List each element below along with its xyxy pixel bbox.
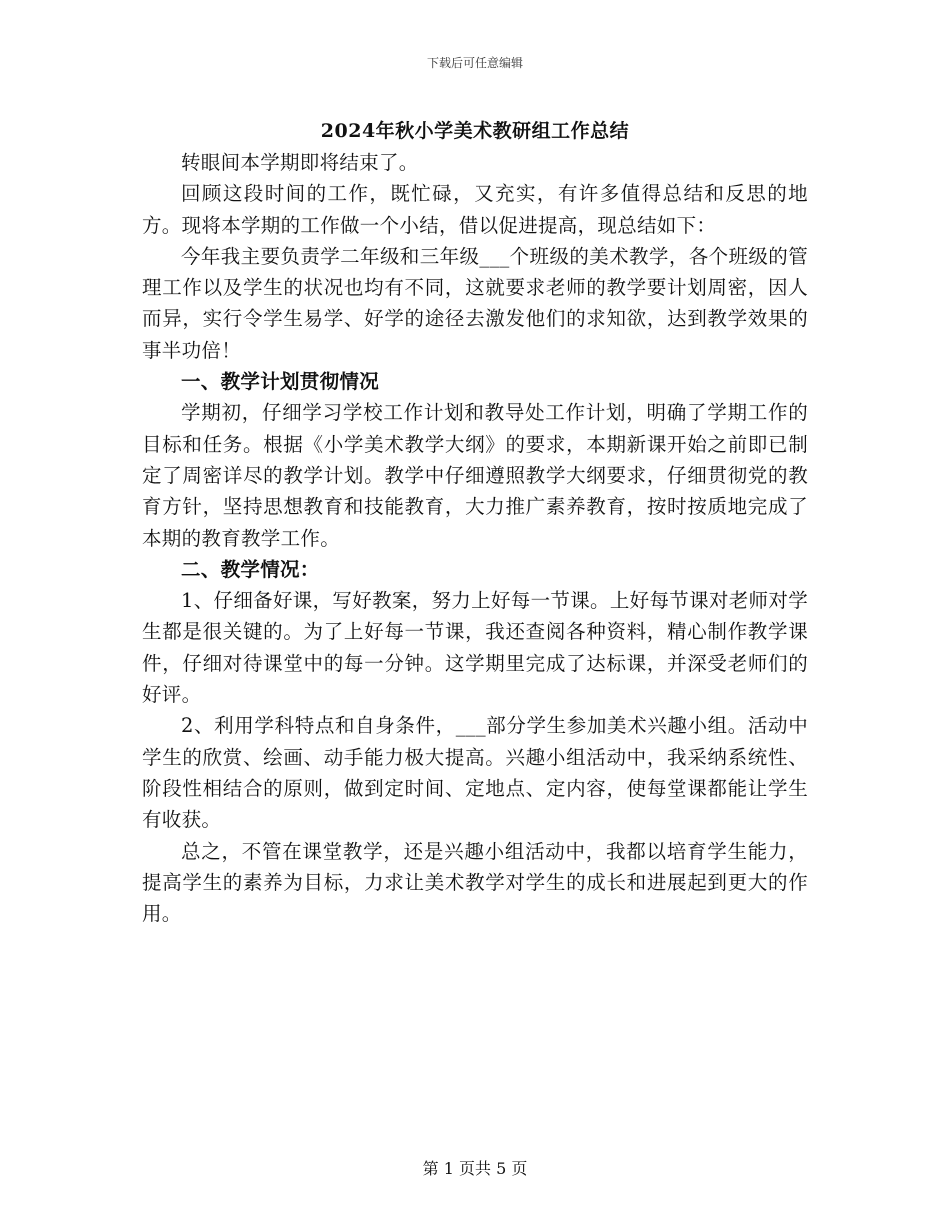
paragraph-conclusion: 总之，不管在课堂教学，还是兴趣小组活动中，我都以培育学生能力，提高学生的素养为目标，力求让美术教学对学生的成长和进展起到更大的作用。	[142, 839, 808, 926]
paragraph-review: 回顾这段时间的工作，既忙碌，又充实，有许多值得总结和反思的地方。现将本学期的工作做一个小结，借以促进提高，现总结如下：	[142, 182, 808, 237]
paragraph-interest-group: 2、利用学科特点和自身条件，___部分学生参加美术兴趣小组。活动中学生的欣赏、绘画、动手能力极大提高。兴趣小组活动中，我采纳系统性、阶段性相结合的原则，做到定时间、定地点、定内容，使每堂课都能让学生有收获。	[142, 714, 808, 832]
paragraph-plan: 学期初，仔细学习学校工作计划和教导处工作计划，明确了学期工作的目标和任务。根据《小学美术教学大纲》的要求，本期新课开始之前即已制定了周密详尽的教学计划。教学中仔细遵照教学大纲要求，仔细贯彻党的教育方针，坚持思想教育和技能教育，大力推广素养教育，按时按质地完成了本期的教育教学工作。	[142, 401, 808, 550]
paragraph-lesson-prep: 1、仔细备好课，写好教案，努力上好每一节课。上好每节课对老师对学生都是很关键的。为了上好每一节课，我还查阅各种资料，精心制作教学课件，仔细对待课堂中的每一分钟。这学期里完成了达标课，并深受老师们的好评。	[142, 589, 808, 707]
document-title: 2024年秋小学美术教研组工作总结	[320, 120, 630, 142]
paragraph-intro: 转眼间本学期即将结束了。	[181, 151, 419, 174]
paragraph-responsibility: 今年我主要负责学二年级和三年级___个班级的美术教学，各个班级的管理工作以及学生的状况也均有不同，这就要求老师的教学要计划周密，因人而异，实行令学生易学、好学的途径去激发他们的求知欲，达到教学效果的事半功倍！	[142, 244, 808, 362]
page-header-note: 下载后可任意编辑	[426, 56, 523, 70]
page-number: 第 1 页共 5 页	[422, 1159, 528, 1178]
section-heading-teaching: 二、教学情况：	[181, 557, 320, 581]
section-heading-plan: 一、教学计划贯彻情况	[181, 370, 380, 394]
document-body	[142, 147, 808, 929]
